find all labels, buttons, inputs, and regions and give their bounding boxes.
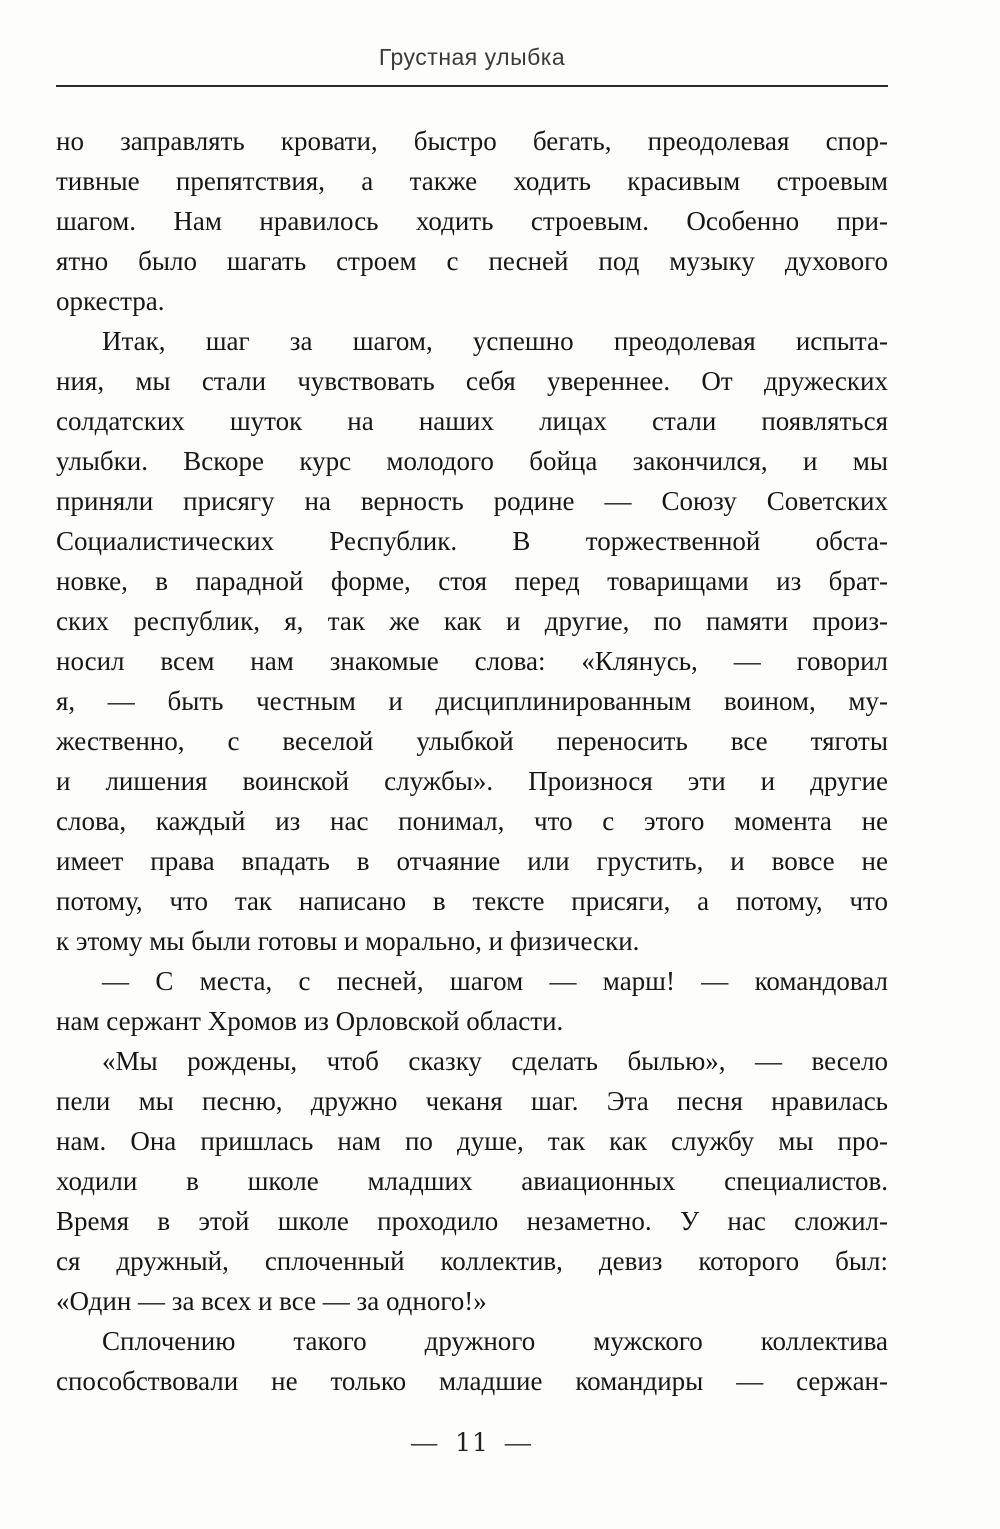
paragraph: [56, 1321, 888, 1401]
text-line: имеет права впадать в отчаяние или грустить, и вовсе не: [56, 846, 888, 876]
text-line: но заправлять кровати, быстро бегать, преодолевая спор-: [56, 126, 888, 156]
paragraph: [56, 961, 888, 1041]
text-line: нам сержант Хромов из Орловской области.: [56, 1006, 564, 1036]
text-line: улыбки. Вскоре курс молодого бойца закончился, и мы: [56, 446, 888, 476]
text-line: жественно, с веселой улыбкой переносить все тяготы: [56, 726, 888, 756]
text-line: носил всем нам знакомые слова: «Клянусь, — говорил: [56, 646, 888, 676]
text-line: потому, что так написано в тексте присяги, а потому, что: [56, 886, 888, 916]
footer-left-dash: —: [411, 1428, 440, 1457]
text-line: слова, каждый из нас понимал, что с этого момента не: [56, 806, 888, 836]
paragraph: [56, 121, 888, 321]
text-line: тивные препятствия, а также ходить красивым строевым: [56, 166, 888, 196]
text-line: Сплочению такого дружного мужского коллектива: [102, 1326, 888, 1356]
header-rule: [56, 85, 888, 87]
text-line: Время в этой школе проходило незаметно. У нас сложил-: [56, 1206, 888, 1236]
text-line: Социалистических Республик. В торжественной обста-: [56, 526, 888, 556]
text-line: оркестра.: [56, 286, 165, 316]
text-line: и лишения воинской службы». Произнося эти и другие: [56, 766, 888, 796]
text-line: ся дружный, сплоченный коллектив, девиз которого был:: [56, 1246, 888, 1276]
body-text: [56, 121, 888, 1401]
text-line: ятно было шагать строем с песней под музыку духового: [56, 246, 888, 276]
paragraph: [56, 1041, 888, 1321]
text-line: нам. Она пришлась нам по душе, так как службу мы про-: [56, 1126, 888, 1156]
text-line: приняли присягу на верность родине — Союзу Советских: [56, 486, 888, 516]
text-line: ния, мы стали чувствовать себя увереннее. От дружеских: [56, 366, 888, 396]
text-line: Итак, шаг за шагом, успешно преодолевая испыта-: [102, 326, 888, 356]
footer-right-dash: —: [504, 1428, 533, 1457]
text-line: «Мы рождены, чтоб сказку сделать былью», — весело: [102, 1046, 888, 1076]
text-line: способствовали не только младшие командиры — сержан-: [56, 1366, 888, 1396]
paragraph: [56, 321, 888, 961]
text-line: ходили в школе младших авиационных специалистов.: [56, 1166, 888, 1196]
text-line: ских республик, я, так же как и другие, по памяти произ-: [56, 606, 888, 636]
text-line: «Один — за всех и все — за одного!»: [56, 1286, 487, 1316]
page-number: 11: [455, 1428, 489, 1457]
text-line: пели мы песню, дружно чеканя шаг. Эта песня нравилась: [56, 1086, 888, 1116]
text-line: — С места, с песней, шагом — марш! — командовал: [102, 966, 888, 996]
text-line: новке, в парадной форме, стоя перед товарищами из брат-: [56, 566, 888, 596]
text-line: я, — быть честным и дисциплинированным воином, му-: [56, 686, 888, 716]
page-footer: [56, 1428, 888, 1458]
running-head-title: Грустная улыбка: [378, 44, 566, 70]
text-line: к этому мы были готовы и морально, и физически.: [56, 926, 640, 956]
text-line: солдатских шуток на наших лицах стали появляться: [56, 406, 888, 436]
text-line: шагом. Нам нравилось ходить строевым. Особенно при-: [56, 206, 888, 236]
